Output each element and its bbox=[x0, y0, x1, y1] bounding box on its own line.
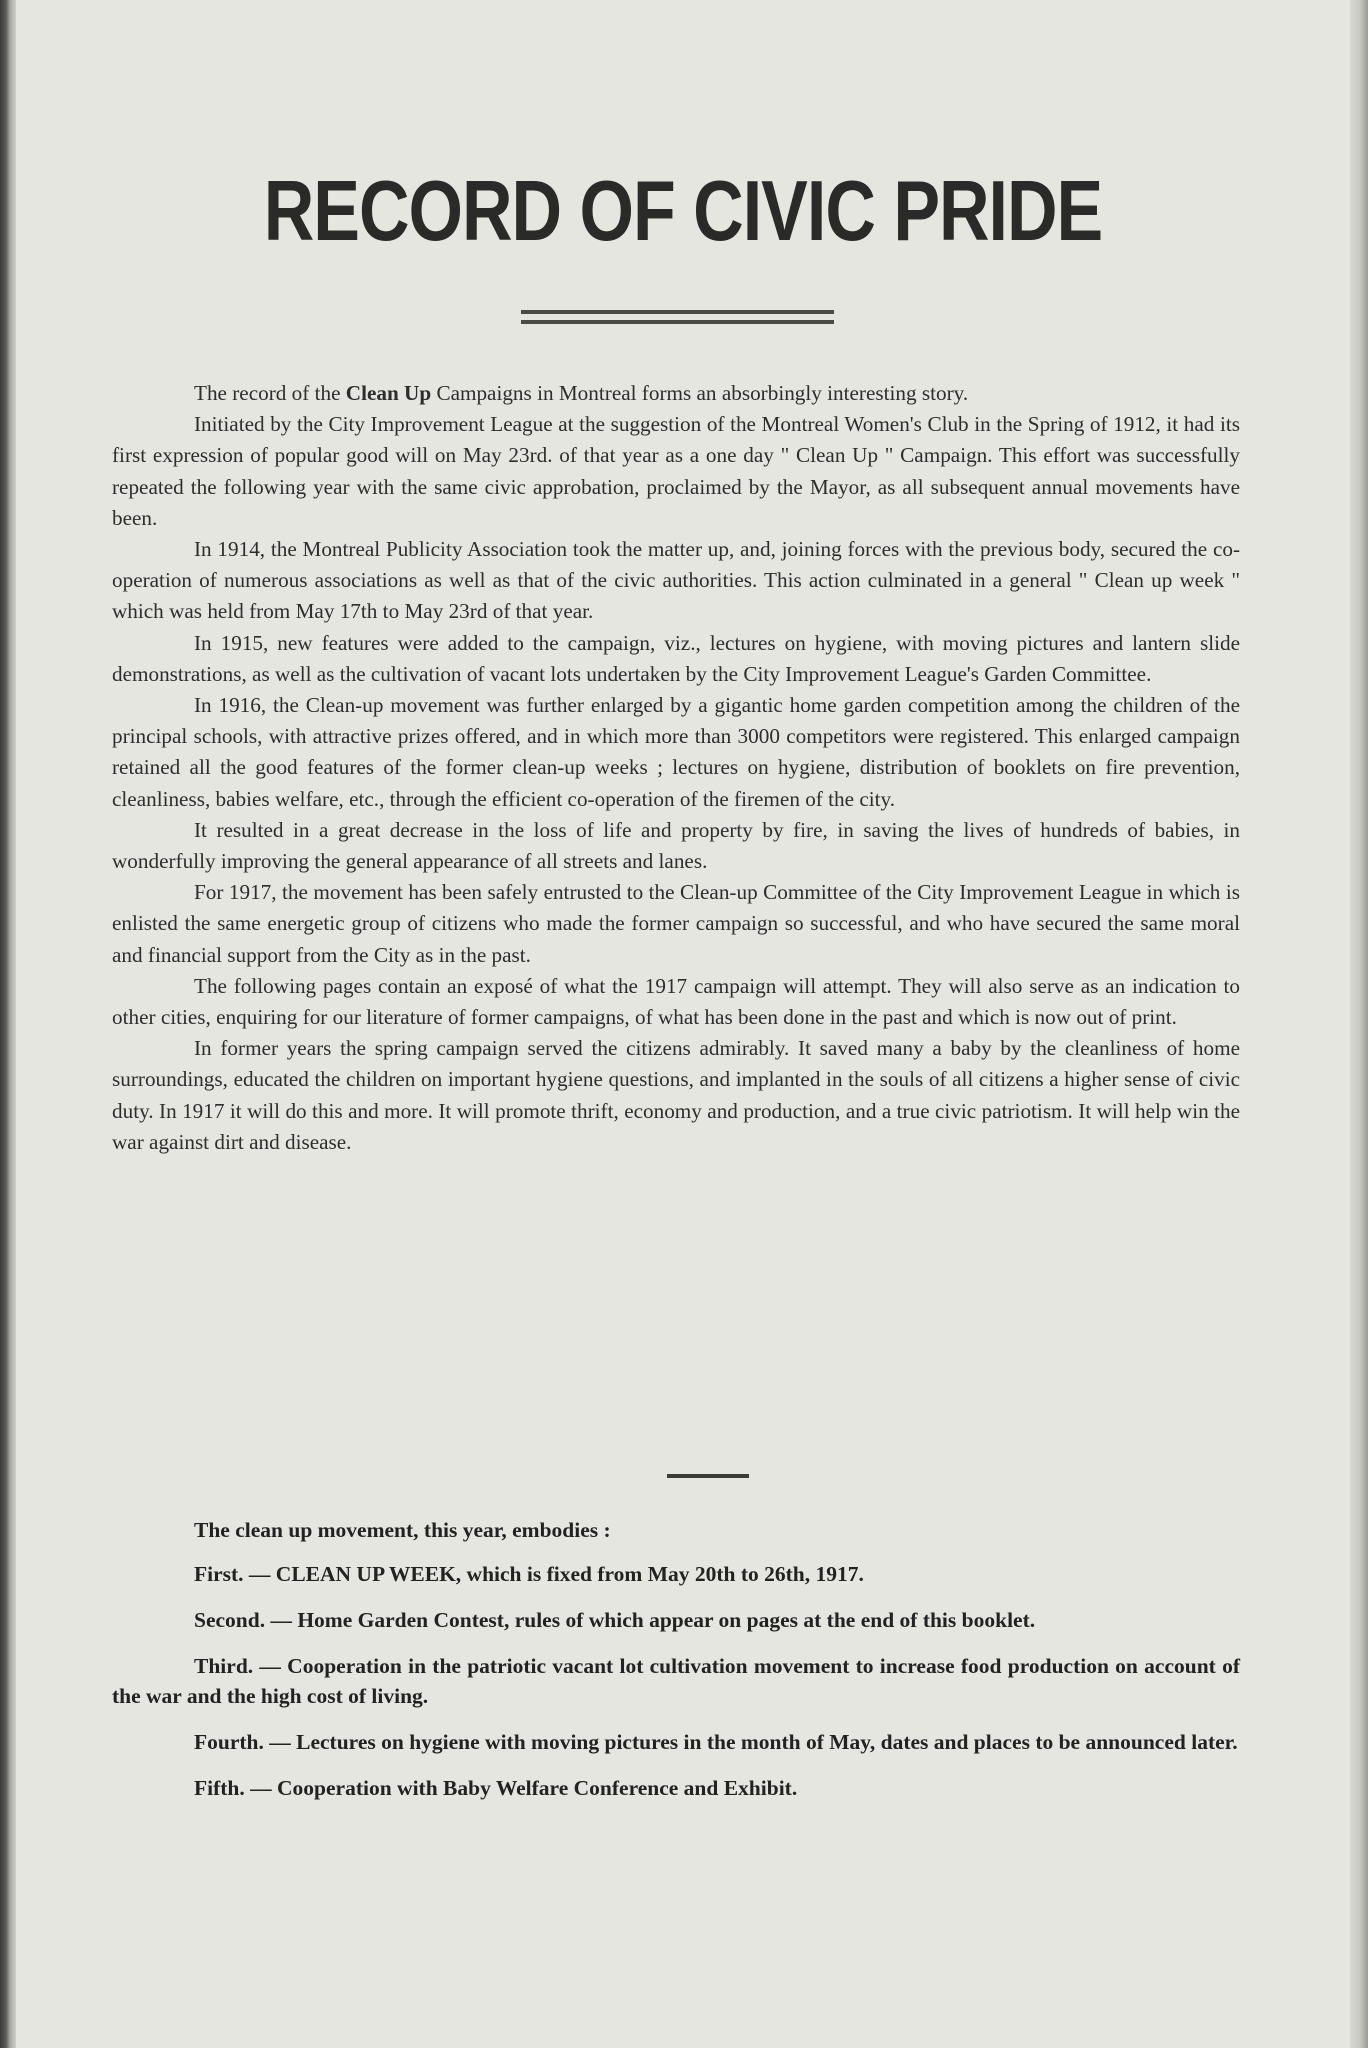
embodies-item-third: Third. — Cooperation in the patriotic vacant lot cultivation movement to increase food production on account of the war and the high cost of living. bbox=[112, 1654, 1240, 1708]
intro-paragraph: In former years the spring campaign served the citizens admirably. It saved many a baby by the cleanliness of home surroundings, educated the children on important hygiene questions, and implanted in the souls of all citizens a higher sense of civic duty. In 1917 it will do this and more. It will promote thrift, economy and production, and a true civic patriotism. It will help win the war against dirt and disease. bbox=[112, 1036, 1240, 1154]
embodies-item-second: Second. — Home Garden Contest, rules of which appear on pages at the end of this booklet. bbox=[194, 1608, 1036, 1632]
intro-text bbox=[112, 378, 1240, 1158]
clean-up-bold-text: Clean Up bbox=[345, 381, 432, 405]
embodies-section bbox=[112, 1515, 1240, 1819]
title-double-rule-bottom bbox=[521, 320, 834, 324]
page-right-edge bbox=[1350, 0, 1368, 2048]
embodies-item-first: First. — CLEAN UP WEEK, which is fixed from May 20th to 26th, 1917. bbox=[194, 1562, 864, 1586]
intro-paragraph: The following pages contain an exposé of what the 1917 campaign will attempt. They will also serve as an indication to other cities, enquiring for our literature of former campaigns, of what has been done in the past and which is now out of print. bbox=[112, 973, 1240, 1030]
intro-paragraph: Initiated by the City Improvement League at the suggestion of the Montreal Women's Club in the Spring of 1912, it had its first expression of popular good will on May 23rd. of that year as a one day " Clean Up " Campaign. This effort was successfully repeated the following year with the same civic approbation, proclaimed by the Mayor, as all subsequent annual movements have been. bbox=[112, 412, 1240, 530]
embodies-item-fourth: Fourth. — Lectures on hygiene with moving pictures in the month of May, dates and places to be announced later. bbox=[194, 1730, 1238, 1754]
section-divider bbox=[667, 1474, 749, 1478]
intro-paragraph: In 1916, the Clean-up movement was further enlarged by a gigantic home garden competition among the children of the principal schools, with attractive prizes offered, and in which more than 3000 competitors were registered. This enlarged campaign retained all the good features of the former clean-up weeks ; lectures on hygiene, distribution of booklets on fire prevention, cleanliness, babies welfare, etc., through the efficient co-operation of the firemen of the city. bbox=[112, 693, 1240, 811]
title-double-rule-top bbox=[521, 310, 834, 314]
intro-paragraph: It resulted in a great decrease in the loss of life and property by fire, in saving the lives of hundreds of babies, in wonderfully improving the general appearance of all streets and lanes. bbox=[112, 817, 1240, 874]
embodies-item-fifth: Fifth. — Cooperation with Baby Welfare Conference and Exhibit. bbox=[194, 1776, 798, 1800]
intro-paragraph: For 1917, the movement has been safely entrusted to the Clean-up Committee of the City Improvement League in which is enlisted the same energetic group of citizens who made the former campaign so successful, and who have secured the same moral and financial support from the City as in the past. bbox=[112, 880, 1240, 967]
intro-paragraph bbox=[112, 378, 1240, 409]
paragraph-text: Campaigns in Montreal forms an absorbingly interesting story. bbox=[431, 381, 969, 405]
page-title: RECORD OF CIVIC PRIDE bbox=[263, 163, 1103, 259]
paragraph-text: The record of the bbox=[194, 381, 346, 405]
embodies-lead: The clean up movement, this year, embodies : bbox=[194, 1518, 611, 1542]
document-page bbox=[16, 0, 1350, 2048]
intro-paragraph: In 1915, new features were added to the campaign, viz., lectures on hygiene, with moving pictures and lantern slide demonstrations, as well as the cultivation of vacant lots undertaken by the City Improvement League's Garden Committee. bbox=[112, 630, 1240, 686]
intro-paragraph: In 1914, the Montreal Publicity Association took the matter up, and, joining forces with the previous body, secured the co-operation of numerous associations as well as that of the civic authorities. This action culminated in a general " Clean up week " which was held from May 17th to May 23rd of that year. bbox=[112, 537, 1240, 624]
book-binding-edge bbox=[0, 0, 16, 2048]
